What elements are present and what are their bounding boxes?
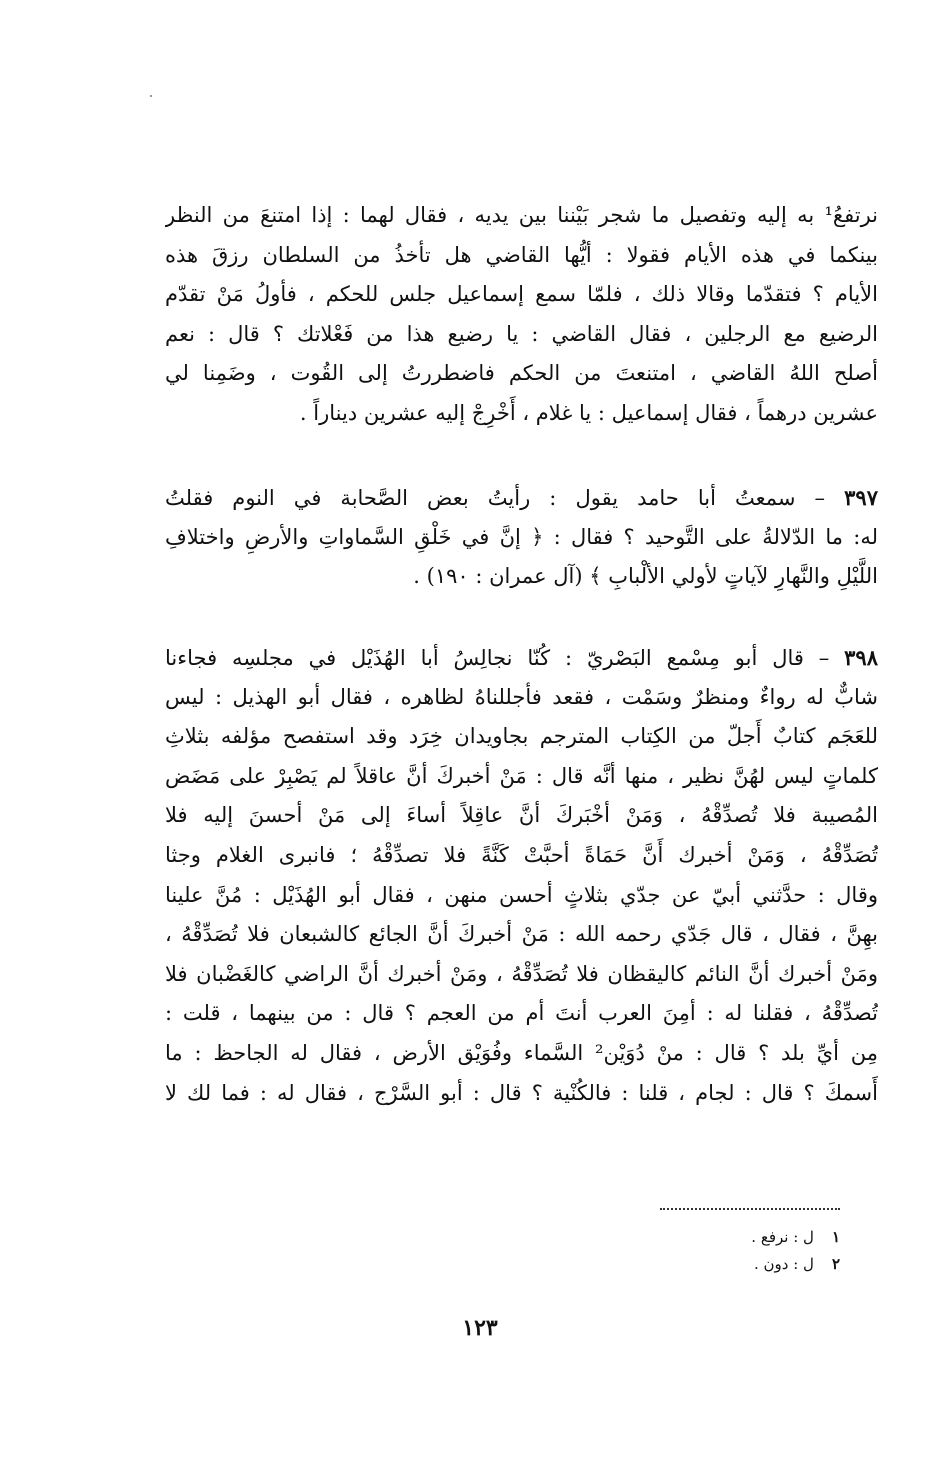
paragraph-number: ٣٩٧	[844, 485, 878, 510]
text-line: الأيام ؟ فتقدّما وقالا ذلك ، فلمّا سمع إسماعيل جلس للحكم ، فأولُ مَنْ تقدّم	[165, 282, 878, 307]
text-line: اللَّيْلِ والنَّهارِ لآياتٍ لأولي الألْبابِ ﴾ (آل عمران : ١٩٠) .	[413, 564, 878, 589]
footnote-separator	[660, 1208, 840, 1210]
text-line	[165, 638, 878, 678]
text-line: عشرين درهماً ، فقال إسماعيل : يا غلام ، أَخْرِجْ إليه عشرين ديناراً .	[299, 400, 878, 425]
text-line: بينكما في هذه الأيام فقولا : أيُّها القاضي هل تأخذُ من السلطان رزقَ هذه	[165, 242, 878, 267]
text-line: مِن أيِّ بلد ؟ قال : منْ دُوَيْن² السَّماء وفُوَيْق الأرض ، فقال له الجاحظ : ما	[165, 1040, 878, 1065]
paragraph-1	[165, 196, 878, 434]
paragraph-397	[165, 478, 878, 597]
footnote-text: ل : دون .	[753, 1255, 814, 1273]
text-line: وقال : حدَّثني أبيّ عن جدّي بثلاثٍ أحسن منهن ، فقال أبو الهُذَيْل : مُنَّ علينا	[165, 882, 878, 907]
text-line: أَسمكَ ؟ قال : لجام ، قلنا : فالكُنْية ؟ قال : أبو السَّرْج ، فقال له : فما لك لا	[165, 1080, 878, 1105]
scan-speck	[150, 95, 152, 97]
text-line: ومَنْ أخبرك أنَّ النائم كاليقظان فلا تُصَدِّقْهُ ، ومَنْ أخبرك أنَّ الراضي كالغَضْبان فلا	[165, 961, 878, 986]
text-line: المُصيبة فلا تُصدِّقْهُ ، وَمَنْ أخْبَركَ أنَّ عاقِلاً أساءَ إلى مَنْ أحسنَ إليه فلا	[165, 803, 878, 828]
footnote-text: ل : نرفع .	[751, 1228, 814, 1246]
paragraph-398	[165, 638, 878, 1113]
footnotes	[560, 1224, 840, 1278]
text-line: أصلح اللهُ القاضي ، امتنعتَ من الحكم فاضطررتُ إلى القُوت ، وضَمِنا لي	[165, 361, 878, 386]
footnote	[560, 1251, 840, 1278]
text-line: كلماتٍ ليس لهُنَّ نظير ، منها أنَّه قال : مَنْ أخبركَ أنَّ عاقلاً لم يَصْبِرْ على مَضَض	[165, 763, 878, 788]
text-line-content: – سمعتُ أبا حامد يقول : رأيتُ بعض الصَّحابة في النوم فقلتُ	[165, 486, 826, 510]
text-line: الرضيع مع الرجلين ، فقال القاضي : يا رضيع هذا من فَعْلاتك ؟ قال : نعم	[165, 321, 878, 346]
paragraph-number: ٣٩٨	[844, 645, 878, 670]
footnote-number: ١	[831, 1228, 840, 1246]
page-number: ١٢٣	[462, 1315, 498, 1341]
text-line: شابٌّ له رواءٌ ومنظرٌ وسَمْت ، فقعد فأجللناهُ لظاهره ، فقال أبو الهذيل : ليس	[165, 684, 878, 709]
text-line	[165, 478, 878, 518]
text-line-content: – قال أبو مِسْمع البَصْريّ : كُنّا نجالِسُ أبا الهُذَيْل في مجلسِه فجاءنا	[165, 646, 830, 670]
text-line: للعَجَم كتابٌ أَجلّ من الكِتاب المترجم بجاويدان خِرَد وقد استفصح مؤلفه بثلاثِ	[165, 724, 878, 749]
text-line: تُصَدِّقْهُ ، وَمَنْ أخبرك أَنَّ حَمَاةً أحبَّتْ كَنَّةً فلا تصدِّقْهُ ؛ فانبرى الغلام وجثا	[165, 842, 878, 867]
text-line: بهِنَّ ، فقال ، قال جَدّي رحمه الله : مَنْ أخبركَ أنَّ الجائع كالشبعان فلا تُصَدِّقْهُ ،	[165, 922, 878, 947]
footnote-number: ٢	[831, 1255, 840, 1273]
text-line: له: ما الدّلالةُ على التَّوحيد ؟ فقال : ﴿ إنَّ في خَلْقِ السَّماواتِ والأرضِ واختلافِ	[165, 524, 878, 549]
text-line: تُصدِّقْهُ ، فقلنا له : أمِنَ العرب أنتَ أم من العجم ؟ قال : من بينهما ، قلت :	[165, 1001, 878, 1026]
text-line: نرتفعُ¹ به إليه وتفصيل ما شجر بَيْننا بين يديه ، فقال لهما : إذا امتنعَ من النظر	[165, 203, 878, 227]
footnote	[560, 1224, 840, 1251]
